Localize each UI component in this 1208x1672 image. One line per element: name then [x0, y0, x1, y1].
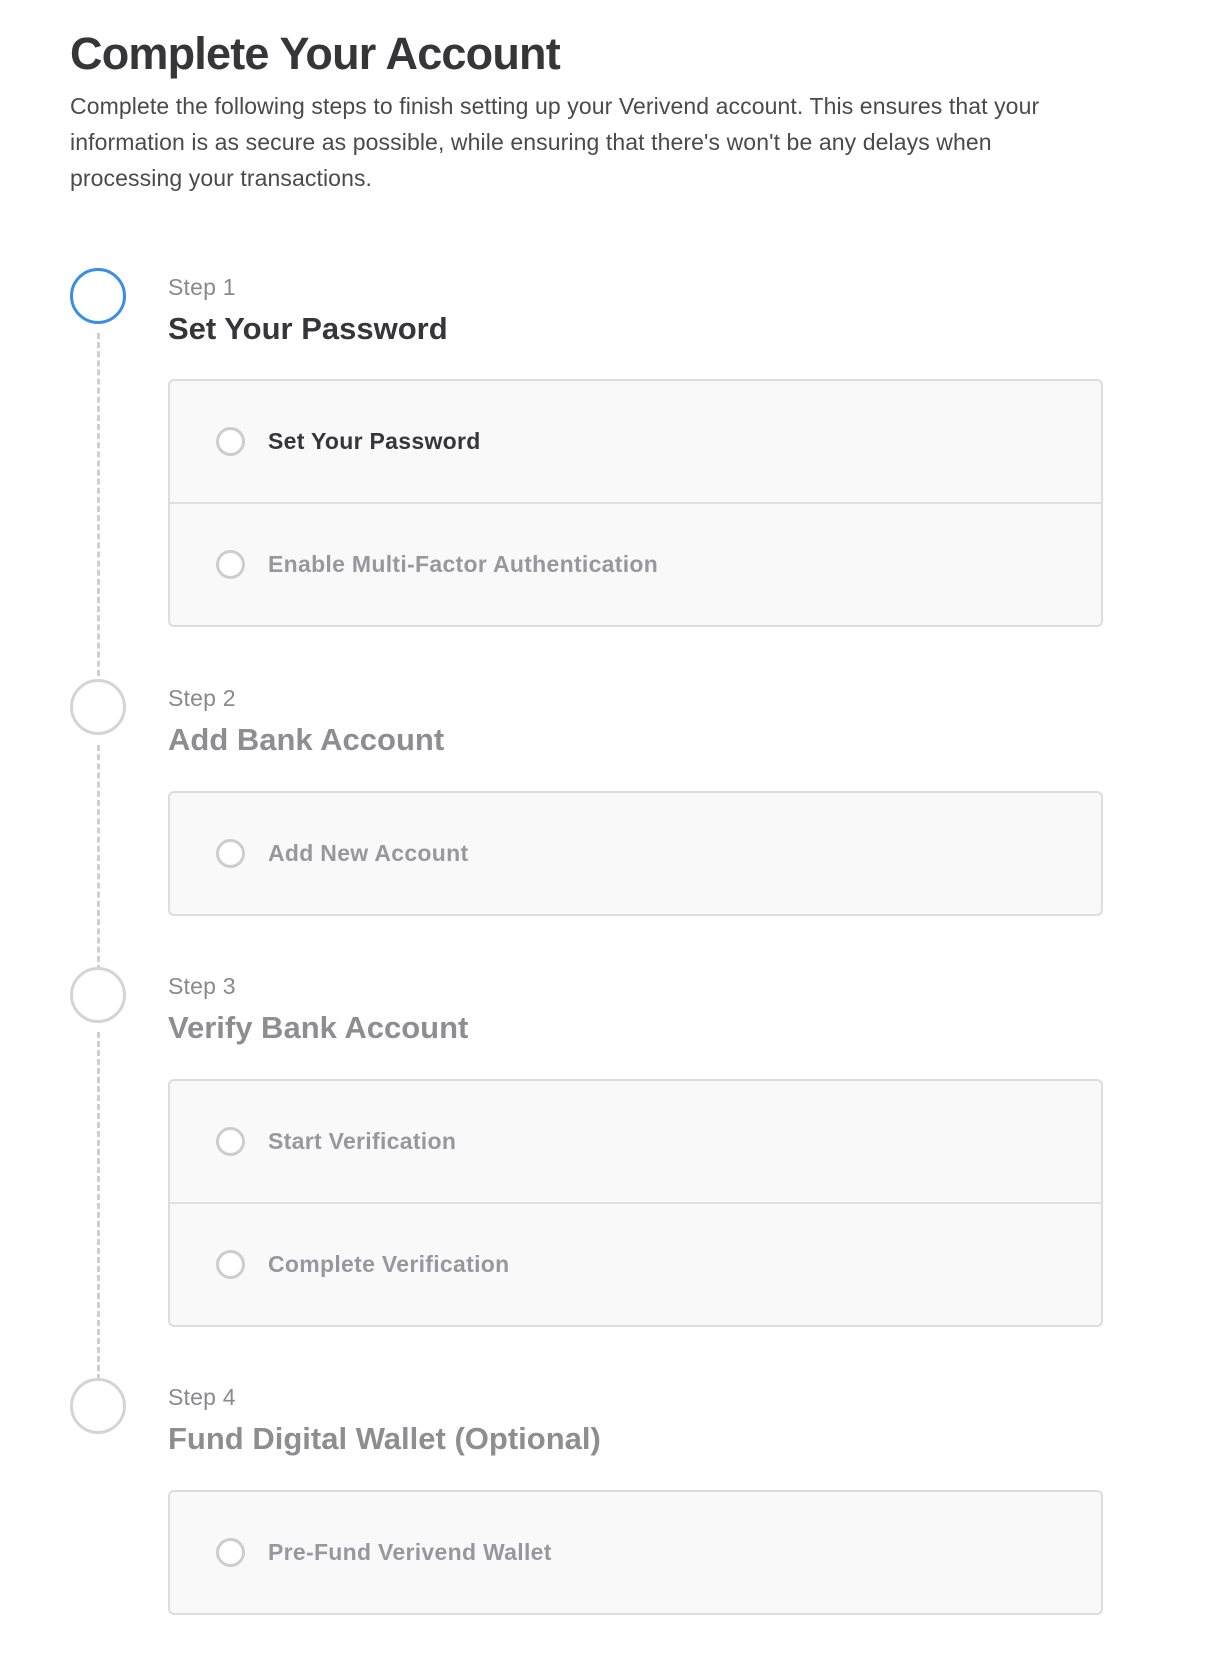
- step-1-marker-icon: [70, 268, 126, 324]
- page-title: Complete Your Account: [70, 28, 560, 79]
- radio-circle-icon[interactable]: [216, 1538, 245, 1567]
- step-2: [168, 683, 1103, 866]
- timeline-connector: [97, 333, 100, 685]
- task-label: Pre-Fund Verivend Wallet: [268, 1539, 552, 1565]
- task-add-new-account[interactable]: [170, 793, 1101, 914]
- step-4: [168, 1382, 1103, 1565]
- radio-circle-icon[interactable]: [216, 550, 245, 579]
- step-3: [168, 971, 1103, 1277]
- step-2-marker-icon: [70, 679, 126, 735]
- task-list: [168, 1490, 1103, 1615]
- step-number: Step 3: [168, 973, 236, 999]
- task-list: [168, 379, 1103, 627]
- task-list: [168, 791, 1103, 916]
- radio-circle-icon[interactable]: [216, 839, 245, 868]
- task-label: Complete Verification: [268, 1250, 510, 1277]
- timeline-connector: [97, 745, 100, 971]
- task-enable-mfa[interactable]: [170, 502, 1101, 624]
- step-number: Step 1: [168, 274, 236, 300]
- step-number: Step 2: [168, 685, 236, 711]
- radio-circle-icon[interactable]: [216, 427, 245, 456]
- task-set-password[interactable]: [170, 381, 1101, 502]
- task-label: Enable Multi-Factor Authentication: [268, 550, 659, 577]
- step-title: Fund Digital Wallet (Optional): [168, 1421, 601, 1456]
- step-title: Set Your Password: [168, 311, 448, 346]
- step-1: [168, 272, 1103, 577]
- task-complete-verification[interactable]: [170, 1202, 1101, 1324]
- page-intro: Complete the following steps to finish setting up your Verivend account. This ensures that your information is as secure as possible, while ensuring that there's won't be any delays when processing your transactions.: [70, 93, 1040, 191]
- step-3-marker-icon: [70, 967, 126, 1023]
- task-label: Set Your Password: [268, 428, 481, 454]
- task-label: Add New Account: [268, 840, 469, 866]
- step-title: Verify Bank Account: [168, 1010, 469, 1045]
- radio-circle-icon[interactable]: [216, 1250, 245, 1279]
- task-start-verification[interactable]: [170, 1081, 1101, 1202]
- step-number: Step 4: [168, 1384, 236, 1410]
- task-list: [168, 1079, 1103, 1327]
- task-label: Start Verification: [268, 1128, 457, 1154]
- step-title: Add Bank Account: [168, 722, 445, 757]
- timeline-connector: [97, 1032, 100, 1380]
- step-4-marker-icon: [70, 1378, 126, 1434]
- radio-circle-icon[interactable]: [216, 1127, 245, 1156]
- task-pre-fund-wallet[interactable]: [170, 1492, 1101, 1613]
